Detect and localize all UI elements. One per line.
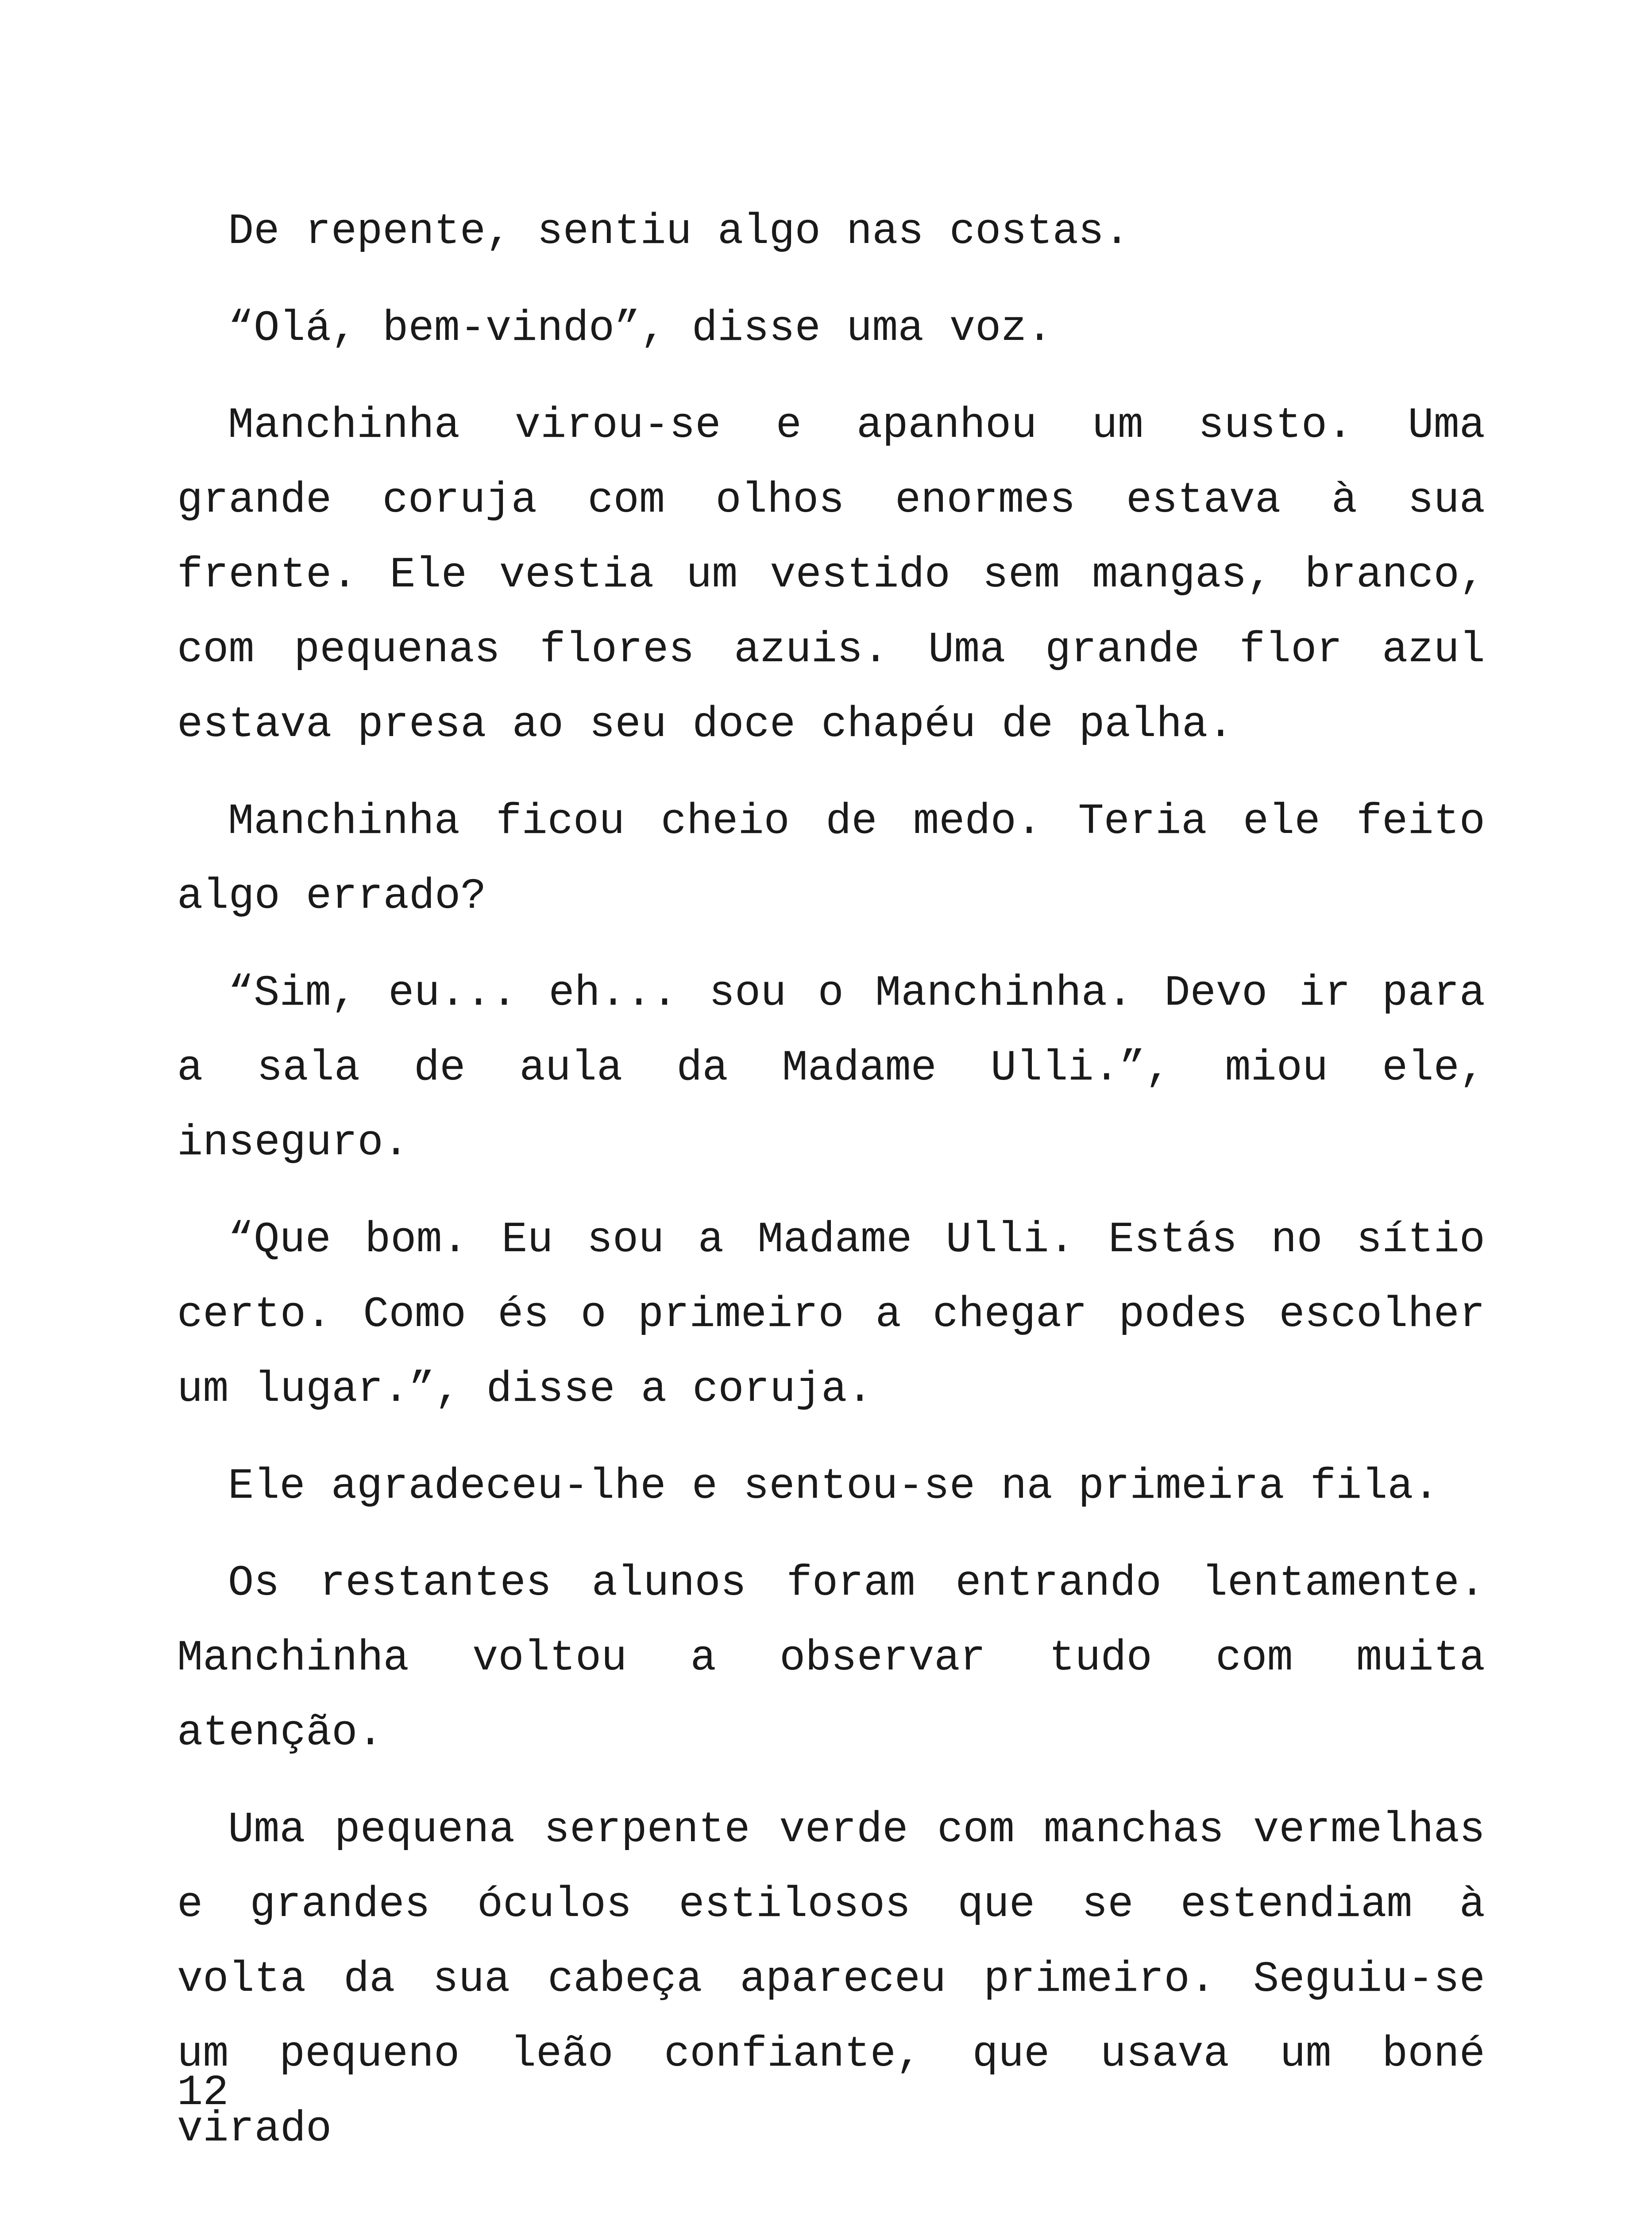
paragraph: Manchinha ficou cheio de medo. Teria ele feito algo errado? xyxy=(177,798,1485,921)
paragraph: Ele agradeceu-lhe e sentou-se na primeira fila. xyxy=(228,1462,1439,1511)
paragraph: Os restantes alunos foram entrando lentamente. Manchinha voltou a observar tudo com muita atenção. xyxy=(177,1559,1485,1758)
paragraph: Uma pequena serpente verde com manchas vermelhas e grandes óculos estilosos que se estendiam à volta da sua cabeça apareceu primeiro. Seguiu-se um pequeno leão confiante, que usava um boné virado xyxy=(177,1806,1485,2154)
body-text xyxy=(177,195,1485,2189)
page-number: 12 xyxy=(177,2069,229,2117)
paragraph: “Olá, bem-vindo”, disse uma voz. xyxy=(228,305,1053,353)
paragraph: Manchinha virou-se e apanhou um susto. Uma grande coruja com olhos enormes estava à sua frente. Ele vestia um vestido sem mangas, branco, com pequenas flores azuis. Uma grande flor azul estava presa ao seu doce chapéu de palha. xyxy=(177,401,1485,749)
paragraph: “Sim, eu... eh... sou o Manchinha. Devo ir para a sala de aula da Madame Ulli.”, miou ele, inseguro. xyxy=(177,969,1485,1168)
paragraph: De repente, sentiu algo nas costas. xyxy=(228,208,1130,256)
paragraph: “Que bom. Eu sou a Madame Ulli. Estás no sítio certo. Como és o primeiro a chegar podes escolher um lugar.”, disse a coruja. xyxy=(177,1216,1485,1414)
